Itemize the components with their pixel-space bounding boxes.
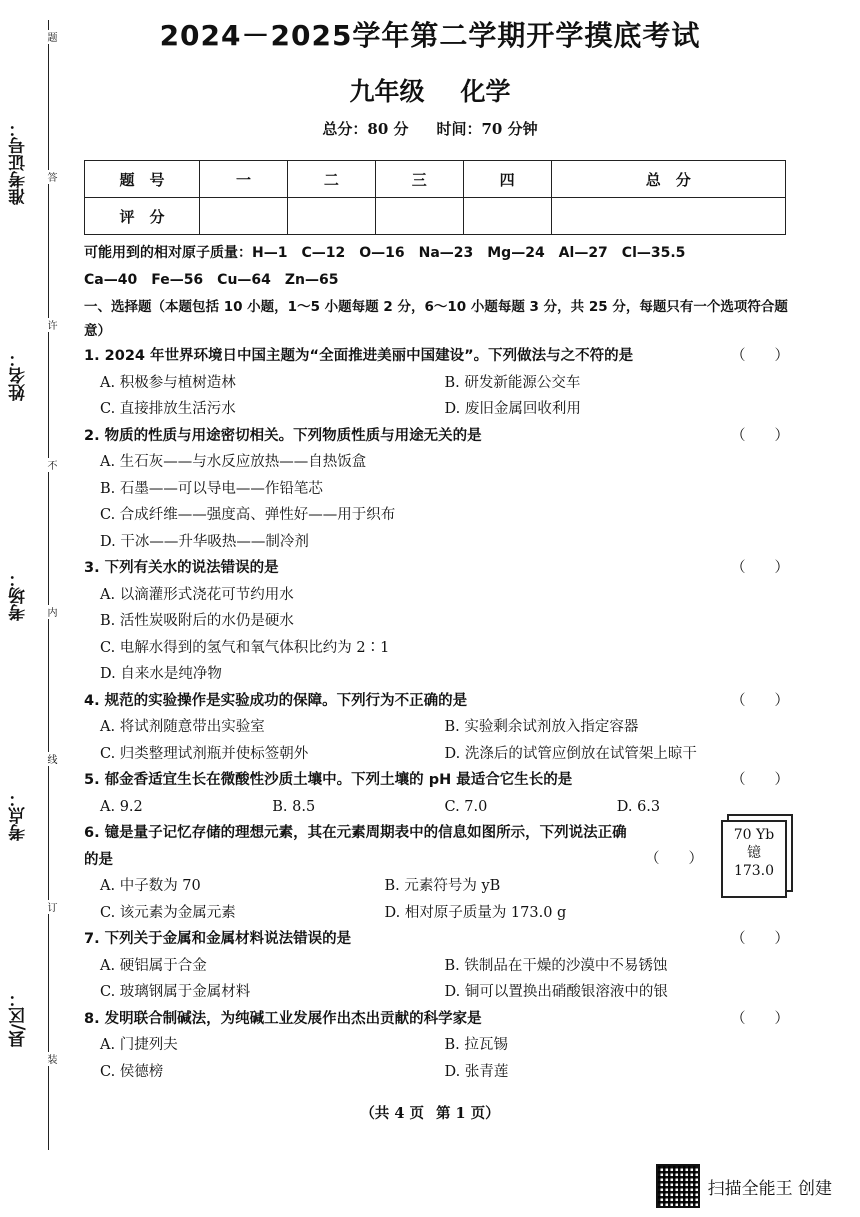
element-mass: 173.0 (733, 863, 775, 879)
question-stem: 8. 发明联合制碱法，为纯碱工业发展作出杰出贡献的科学家是 （ ） (84, 1006, 789, 1033)
option: D. 6.3 (616, 798, 661, 815)
answer-bracket[interactable]: （ ） (731, 1010, 789, 1027)
binding-margin (0, 0, 70, 1150)
seal-char: 许 (45, 320, 56, 330)
exam-title: 2024－2025学年第二学期开学摸底考试 (159, 19, 701, 52)
option: C. 侯德榜 (100, 1063, 164, 1080)
option: C. 归类整理试剂瓶并使标签朝外 (100, 745, 309, 762)
question-stem: 2. 物质的性质与用途密切相关。下列物质性质与用途无关的是 （ ） (84, 423, 789, 450)
score-table-score-row (85, 198, 786, 235)
scanner-watermark (656, 1164, 832, 1208)
time-limit: 时间：70 分钟 (436, 120, 538, 138)
table-cell: 四 (463, 161, 551, 198)
question-stem: 7. 下列关于金属和金属材料说法错误的是 （ ） (84, 926, 789, 953)
question-stem: 6. 镱是量子记忆存储的理想元素，其在元素周期表中的信息如图所示，下列说法正确的是 (84, 825, 627, 868)
option: A. 将试剂随意带出实验室 (100, 719, 265, 735)
option: D. 自来水是纯净物 (100, 666, 222, 682)
option: A. 中子数为 70 (100, 878, 201, 894)
table-cell: 一 (200, 161, 288, 198)
options (84, 1032, 789, 1085)
option: B. 拉瓦锡 (444, 1037, 508, 1053)
seal-char: 线 (45, 754, 56, 764)
element-name: 镱 (747, 845, 761, 861)
table-cell: 评 分 (85, 198, 200, 235)
option: D. 张青莲 (444, 1063, 509, 1080)
options (84, 370, 789, 423)
score-table-header-row (85, 161, 786, 198)
watermark-text: 扫描全能王 创建 (707, 1178, 832, 1199)
table-cell: 总 分 (551, 161, 785, 198)
answer-bracket[interactable]: （ ） (731, 692, 789, 709)
score-cell[interactable] (287, 198, 375, 235)
seal-char: 答 (45, 172, 56, 182)
field-exam-site: 考点： (9, 790, 29, 841)
exam-subtitle (0, 72, 860, 108)
option: A. 以滴灌形式浇花可节约用水 (100, 586, 294, 603)
answer-bracket[interactable]: （ ） (645, 851, 703, 867)
option: D. 废旧金属回收利用 (444, 401, 581, 417)
seal-char: 不 (45, 460, 56, 470)
option: A. 9.2 (100, 798, 143, 815)
question-stem: 4. 规范的实验操作是实验成功的保障。下列行为不正确的是 （ ） (84, 688, 789, 715)
grade: 九年级 (349, 77, 425, 106)
seal-char: 订 (45, 902, 56, 912)
option: D. 铜可以置换出硝酸银溶液中的银 (444, 984, 668, 1000)
question-stem: 3. 下列有关水的说法错误的是 （ ） (84, 555, 789, 582)
options (84, 794, 789, 821)
score-cell[interactable] (463, 198, 551, 235)
section-heading: 一、选择题（本题包括 10 小题，1～5 小题每题 2 分，6～10 小题每题 3 分，共 25 分，每题只有一个选项符合题意） (84, 299, 788, 339)
question-stem: 5. 郁金香适宜生长在微酸性沙质土壤中。下列土壤的 pH 最适合它生长的是 （ ） (84, 767, 789, 794)
score-cell[interactable] (200, 198, 288, 235)
element-header: 70 Yb (733, 827, 775, 843)
score-cell[interactable] (375, 198, 463, 235)
total-score: 总分：80 分 (322, 120, 409, 138)
table-cell: 二 (287, 161, 375, 198)
option: C. 玻璃钢属于金属材料 (100, 984, 251, 1000)
table-cell: 三 (375, 161, 463, 198)
answer-bracket[interactable]: （ ） (731, 427, 789, 444)
answer-bracket[interactable]: （ ） (731, 931, 789, 947)
option: D. 相对原子质量为 173.0 g (384, 904, 567, 921)
seal-char: 题 (45, 32, 56, 42)
option: B. 铁制品在干燥的沙漠中不易锈蚀 (444, 957, 668, 974)
options (84, 953, 789, 1006)
page-footer (0, 1102, 860, 1123)
question-stem: 1. 2024 年世界环境日中国主题为“全面推进美丽中国建设”。下列做法与之不符的是 （ ） (84, 343, 789, 370)
answer-bracket[interactable]: （ ） (731, 560, 789, 576)
option: A. 生石灰——与水反应放热——自热饭盒 (100, 454, 367, 470)
exam-meta (0, 118, 860, 139)
option: B. 实验剩余试剂放入指定容器 (444, 719, 639, 735)
field-exam-id: 准考证号： (9, 120, 29, 205)
atomic-masses-line: Ca—40 Fe—56 Cu—64 Zn—65 (84, 271, 339, 288)
option: B. 元素符号为 yB (384, 878, 501, 894)
element-card (721, 820, 787, 898)
table-cell: 题 号 (85, 161, 200, 198)
field-exam-room: 考场： (9, 570, 29, 621)
option: D. 洗涤后的试管应倒放在试管架上晾干 (444, 745, 697, 762)
option: B. 活性炭吸附后的水仍是硬水 (100, 613, 294, 629)
option: C. 电解水得到的氢气和氧气体积比约为 2∶1 (100, 639, 390, 656)
answer-bracket[interactable]: （ ） (731, 348, 789, 364)
option: A. 门捷列夫 (100, 1037, 178, 1053)
qr-code-icon (656, 1164, 700, 1208)
option: A. 硬铝属于合金 (100, 957, 207, 974)
option: C. 该元素为金属元素 (100, 904, 236, 921)
options (84, 873, 789, 926)
option: B. 8.5 (272, 798, 316, 815)
option: B. 研发新能源公交车 (444, 374, 581, 391)
atomic-masses-line: 可能用到的相对原子质量：H—1 C—12 O—16 Na—23 Mg—24 Al—27 Cl—35.5 (84, 245, 686, 261)
total-pages: （共 4 页 (360, 1105, 424, 1122)
option: B. 石墨——可以导电——作铅笔芯 (100, 480, 323, 497)
option: C. 7.0 (444, 798, 488, 815)
answer-bracket[interactable]: （ ） (731, 772, 789, 788)
field-name: 姓名： (9, 350, 29, 401)
subject: 化学 (460, 77, 511, 106)
option: C. 直接排放生活污水 (100, 401, 236, 417)
field-county: 县/区： (9, 990, 29, 1048)
seal-char: 装 (45, 1054, 56, 1064)
option: C. 合成纤维——强度高、弹性好——用于织布 (100, 507, 396, 523)
question-block (84, 820, 789, 926)
option: D. 干冰——升华吸热——制冷剂 (100, 533, 309, 550)
seal-char: 内 (45, 607, 56, 617)
exam-content (84, 240, 789, 1085)
score-table (84, 160, 786, 235)
options (84, 714, 789, 767)
option: A. 积极参与植树造林 (100, 374, 236, 391)
binding-line (48, 20, 49, 1150)
page-number: 第 1 页） (436, 1105, 500, 1122)
score-cell[interactable] (551, 198, 785, 235)
